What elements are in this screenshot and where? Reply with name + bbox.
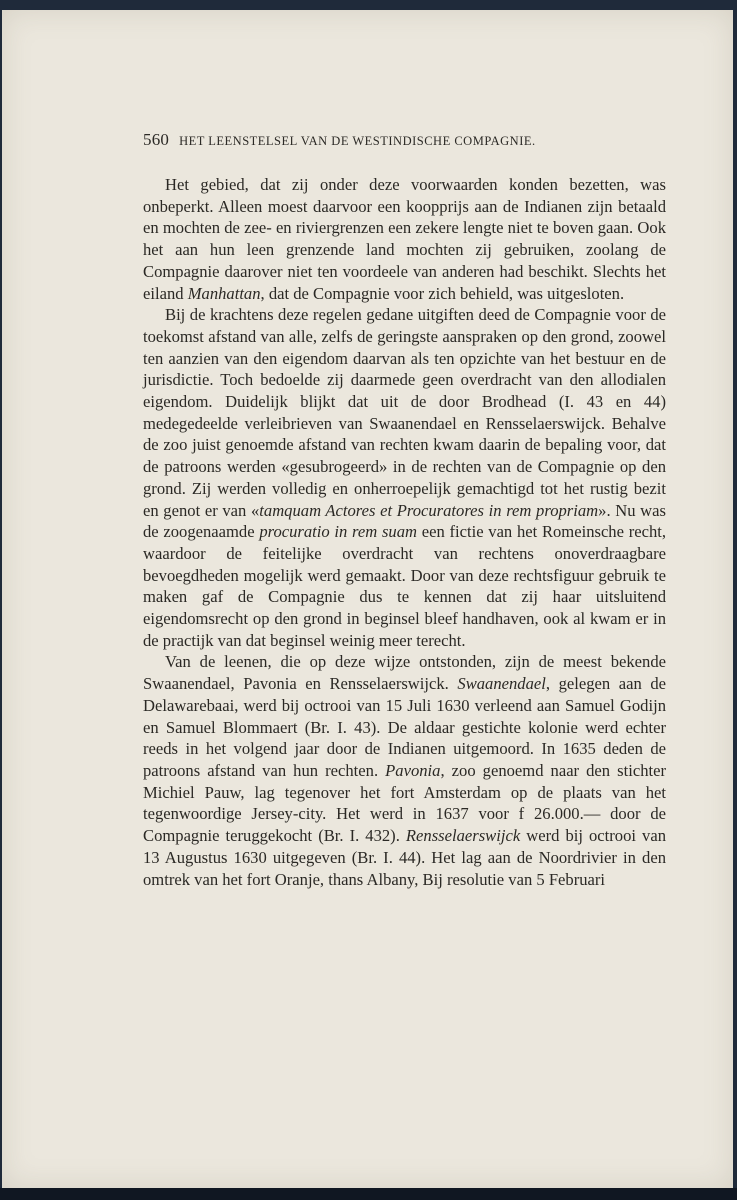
text-run: , gelegen aan de Delawarebaai, werd bij octrooi van 15 Juli 1630 verleend aan Samuel Godijn en Samuel Blommaert (Br. I. 43). De aldaar gestichte kolonie werd echter reeds in het volgend jaar door de Indianen uitgemoord. In 1635 deden de patroons afstand van hun rechten.	[143, 674, 666, 780]
text-run: Bij de krachtens deze regelen gedane uitgiften deed de Compagnie voor de toekomst afstand van alle, zelfs de geringste aanspraken op den grond, zoowel ten aanzien van den eigendom daarvan als ten opzichte van het bestuur en de jurisdictie. Toch bedoelde zij daarmede geen overdracht van den allodialen eigendom. Duidelijk blijkt dat uit de door Brodhead (I. 43 en 44) medegedeelde verleibrieven van Swaanendael en Rensselaerswijck. Behalve de zoo juist genoemde afstand van rechten kwam daarin de bepaling voor, dat de patroons werden «gesubrogeerd» in de rechten van de Compagnie op den grond. Zij werden volledig en onherroepelijk gemachtigd tot het rustig bezit en genot er van «	[143, 305, 666, 520]
italic-text: Swaanendael	[457, 674, 546, 694]
paragraph-3	[143, 651, 666, 890]
italic-text: Pavonia	[385, 760, 441, 780]
page-number: 560	[143, 130, 170, 149]
italic-text: tamquam Actores et Procuratores in rem propriam	[259, 500, 599, 520]
running-head: HET LEENSTELSEL VAN DE WESTINDISCHE COMPAGNIE.	[179, 134, 536, 148]
body-text	[143, 174, 666, 890]
text-run: Het gebied, dat zij onder deze voorwaarden konden bezetten, was onbeperkt. Alleen moest daarvoor een koopprijs aan de Indianen zijn betaald en mochten de zee- en riviergrenzen een zekere lengte niet te boven gaan. Ook het aan hun leen grenzende land mochten zij gebruiken, zoolang de Compagnie daarover niet ten voordeele van anderen had beschikt. Slechts het eiland	[143, 175, 666, 303]
text-run: een fictie van het Romeinsche recht, waardoor de feitelijke overdracht van rechtens onoverdraagbare bevoegdheden mogelijk werd gemaakt. Door van deze rechtsfiguur gebruik te maken gaf de Compagnie dus te kennen dat zij haar uitsluitend eigendomsrecht op den grond in beginsel bleef handhaven, ook al kwam er in de practijk van dat beginsel weinig meer terecht.	[143, 522, 667, 650]
text-run: , zoo genoemd naar den stichter Michiel Pauw, lag tegenover het fort Amsterdam op de plaats van het tegenwoordige Jersey-city. Het werd in 1637 voor f 26.000.— door de Compagnie teruggekocht (Br. I. 432).	[143, 760, 666, 846]
page-bottom-edge	[0, 1188, 737, 1200]
page-header	[143, 130, 643, 150]
italic-text: Rensselaerswijck	[405, 826, 521, 846]
paragraph-1	[143, 174, 666, 304]
paragraph-2	[143, 304, 666, 651]
text-run: werd bij octrooi van 13 Augustus 1630 uitgegeven (Br. I. 44). Het lag aan de Noordrivier in den omtrek van het fort Oranje, thans Albany, Bij resolutie van 5 Februari	[143, 826, 666, 889]
text-run: ». Nu was de zoogenaamde	[143, 500, 666, 542]
text-run: , dat de Compagnie voor zich behield, was uitgesloten.	[260, 283, 625, 303]
text-run: Van de leenen, die op deze wijze ontstonden, zijn de meest bekende Swaanendael, Pavonia en Rensselaerswijck.	[143, 652, 666, 694]
italic-text: Manhattan	[187, 283, 261, 303]
italic-text: procuratio in rem suam	[259, 522, 417, 542]
